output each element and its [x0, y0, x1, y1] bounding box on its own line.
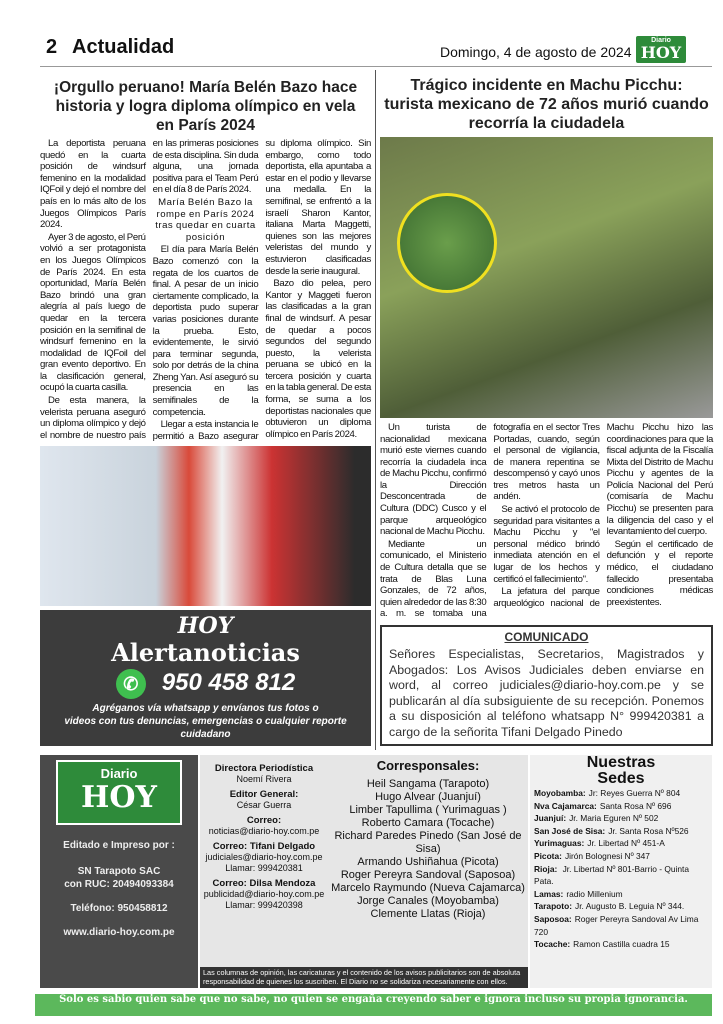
office-item [534, 888, 708, 901]
office-city: Picota: [534, 850, 562, 861]
staff-role: Correo: [246, 815, 282, 826]
office-city: Lamas: [534, 888, 564, 899]
paragraph: Se activó el protocolo de seguridad para visitantes a Machu Picchu y "el personal médico brindó inmediata atención en el lugar de los hechos y certificó el fallecimiento". [493, 504, 600, 585]
office-address: Jr. Maria Eguren Nº 502 [569, 813, 659, 824]
article-body [380, 422, 713, 620]
column-divider [375, 70, 376, 750]
windsurf-photo [40, 446, 371, 606]
staff-role: Correo: Dilsa Mendoza [212, 878, 316, 889]
office-city: Yurimaguas: [534, 838, 585, 849]
office-address: Jr. Santa Rosa Nº526 [608, 825, 689, 836]
office-city: Saposoa: [534, 913, 572, 924]
correspondents-heading: Corresponsales: [376, 758, 480, 773]
offices-heading: Nuestras [586, 754, 656, 771]
company: SN Tarapoto SAC [77, 866, 161, 877]
office-item [534, 825, 708, 838]
office-address: Santa Rosa Nº 696 [599, 800, 672, 811]
newspaper-logo [56, 760, 182, 825]
office-city: Nva Cajamarca: [534, 800, 597, 811]
article-headline: ¡Orgullo peruano! María Belén Bazo hace historia y logra diploma olímpico en vela en París 2024 [53, 79, 358, 134]
disclaimer: Las columnas de opinión, las caricaturas y el contenido de los avisos publicitarios son de absoluta responsabilidad de quienes los suscriben. El Diario no se solidariza necesariamente con ellos. [200, 967, 528, 988]
ad-brand: HOY [177, 613, 234, 639]
correspondent: Roberto Camara (Tocache) [361, 817, 495, 829]
office-address: Jr: Reyes Guerra Nº 804 [588, 788, 681, 798]
paragraph: Mediante un comunicado, el Ministerio de Cultura detalla que se trata de Blas Luna Gonzales, de 72 años, quien alrededor de las 8:30 a. m. se tomaba una fotografía en el sector Tres Portadas, cuando, según el personal de vigilancia, de manera repentina se descompensó y cayó unos tres metros hasta un andén. [380, 421, 600, 620]
paragraph: La jefatura del parque arqueológico nacional de Machu Picchu hizo las coordinaciones para que la fiscal adjunta de la Fiscalía Mixta del Distrito de Machu Picchu y agentes de la Policía Nacional del Perú (comisaría de Machu Picchu) se presenten para la diligencia del caso y el levantamiento del cuerpo. [493, 421, 713, 609]
correspondent: Clemente Llatas (Rioja) [370, 908, 486, 920]
staff-line: judiciales@diario-hoy.com.pe [205, 852, 323, 862]
office-address: radio Millenium [566, 888, 623, 899]
left-half [40, 74, 371, 746]
office-address: Jirón Bolognesi Nº 347 [564, 850, 650, 861]
office-address: Jr. Libertad Nº 451-A [587, 838, 665, 849]
publisher-panel [40, 755, 198, 988]
office-item [534, 938, 708, 951]
office-item [534, 913, 708, 938]
paragraph: Ayer 3 de agosto, el Perú volvió a ser protagonista en los Juegos Olímpicos de París 2024. En esta oportunidad, María Belén Bazo brindó una gran alegría al país luego de quedar en la tercera posición en la semifinal de windsurf femenino en la modalidad de IQFoil del gran evento deportivo. En la clasificación general, ocupó la cuarta casilla. [40, 231, 146, 394]
staff-list [200, 755, 328, 967]
article-headline: Trágico incidente en Machu Picchu: turista mexicano de 72 años murió cuando recorría la ciudadela [384, 77, 709, 132]
office-item [534, 850, 708, 863]
issue-date: Domingo, 4 de agosto de 2024 [440, 44, 632, 60]
correspondent: Roger Pereyra Sandoval (Saposoa) [340, 869, 516, 881]
alertanoticias-ad [40, 610, 371, 746]
office-city: Tocache: [534, 939, 571, 950]
office-address: Ramon Castilla cuadra 15 [573, 939, 670, 950]
office-address: Roger Pereyra Sandoval Av Lima 720 [534, 913, 699, 937]
office-city: Rioja: [534, 863, 558, 874]
comunicado-body: Señores Especialistas, Secretarios, Magistrados y Abogados: Los Avisos Judiciales deben enviarse en word, al correo judiciales@diario-hoy.com.pe y se publicarán al día subsiguiente de su recepción. Ponemos a su disposición al teléfono whatsapp N° 999420381 a cargo de la señorita Tifani Delgado Pinedo [389, 647, 704, 739]
newspaper-logo [636, 36, 686, 63]
paragraph: Según el certificado de defunción y el reporte médico, el ciudadano fallecido presentaba condiciones médicas preexistentes. [606, 538, 713, 608]
paragraph: De esta manera, la velerista peruana aseguró un diploma olímpico y dejó el nombre de nuestro país en las primeras posiciones de esta disciplina. Sin duda alguna, una jornada positiva para el Team Perú en el día 8 de París 2024. [40, 138, 259, 441]
offices-heading: Sedes [597, 770, 645, 787]
comunicado-heading: COMUNICADO [504, 630, 589, 644]
article-body [40, 138, 371, 442]
staff-line: noticias@diario-hoy.com.pe [208, 826, 320, 836]
ad-line: videos con tus denuncias, emergencias o cualquier reporte cuidadano [64, 716, 347, 740]
comunicado-box [380, 625, 713, 746]
website: www.diario-hoy.com.pe [63, 927, 175, 938]
office-address: Jr. Libertad Nº 801-Barrio - Quinta Pata. [534, 863, 690, 887]
machu-picchu-photo [380, 137, 713, 418]
paragraph: Un turista de nacionalidad mexicana murió este viernes cuando recorría la ciudadela inca de Machu Picchu, confirmó la Dirección Desconcentrada de Cultura (DDC) Cusco y el parque arqueológico nacional de Machu Picchu. [380, 421, 487, 538]
correspondent: Hugo Alvear (Juanjuí) [375, 791, 481, 803]
phone: Teléfono: 950458812 [70, 903, 168, 914]
staff-line: Llamar: 999420398 [225, 900, 303, 910]
correspondent: Limber Tapullima ( Yurimaguas ) [349, 804, 507, 816]
subheading: María Belén Bazo la rompe en París 2024 tras quedar en cuarta posición [155, 196, 256, 243]
office-item [534, 800, 708, 813]
paragraph: La deportista peruana quedó en la cuarta posición de windsurf femenino en la modalidad IQFoil y dejó el nombre del país en lo más alto de los Juegos Olímpicos París 2024. [40, 138, 146, 231]
paragraph: Llegar a esta instancia le permitió a Bazo asegurar su diploma olímpico. Sin embargo, como todo deportista, ella apuntaba a estar en el podio y llevarse una medalla. En la semifinal, se enfrentó a la israelí Sharon Kantor, italiana Marta Maggetti, quienes son las mejores veleristas del mundo y estuvieron clasificadas desde la serie inaugural. [152, 138, 371, 442]
office-item [534, 812, 708, 825]
ad-title: Alertanoticias [111, 638, 300, 667]
correspondent: Marcelo Raymundo (Nueva Cajamarca) [331, 882, 525, 894]
office-item [534, 787, 708, 800]
edited-label: Editado e Impreso por : [63, 840, 175, 851]
office-city: Juanjuí: [534, 813, 567, 824]
office-item [534, 837, 708, 850]
correspondent: Richard Paredes Pinedo (San José de Sisa) [334, 830, 522, 855]
logo-big-text: HOY [81, 780, 157, 815]
whatsapp-icon: ✆ [116, 669, 146, 699]
office-city: Moyobamba: [534, 788, 586, 798]
section-title: Actualidad [72, 36, 175, 58]
staff-role: Editor General: [229, 789, 299, 800]
paragraph: Bazo dio pelea, pero Kantor y Maggeti fueron las clasificadas a la gran final de windsurf. A pesar de quedar a pocos segundos del segundo puesto, la velerista peruana se ubicó en la tercera posición y cuarta en la tabla general. De esta forma, se suma a los deportistas nacionales que obtuvieron un diploma olímpico en París 2024. [265, 278, 371, 440]
staff-panel [200, 755, 528, 988]
logo-small-text: Diario [100, 766, 138, 781]
staff-line: César Guerra [236, 800, 292, 810]
staff-line: publicidad@diario-hoy.com.pe [203, 889, 325, 899]
masthead-section [40, 755, 712, 988]
paragraph: El día para María Belén Bazo comenzó con la regata de los cuartos de final. A pesar de un inicio ciertamente complicado, la deportista pudo superar varias posiciones durante la prueba. Esto, evidentemente, le sirvió para terminar segunda, solo por detrás de la china Zheng Yan. Así aseguró su presencia en las semifinales de la competencia. [152, 244, 259, 418]
header-divider [40, 66, 712, 67]
office-city: San José de Sisa: [534, 825, 606, 836]
logo-small-text: Diario [651, 37, 671, 44]
ruc: con RUC: 20494093384 [64, 879, 174, 890]
office-item [534, 863, 708, 888]
correspondent: Jorge Canales (Moyobamba) [357, 895, 499, 907]
right-half [380, 74, 713, 746]
staff-role: Directora Periodística [214, 763, 314, 774]
offices-panel [530, 755, 712, 988]
page-number: 2 [46, 36, 58, 58]
logo-big-text: HOY [640, 43, 682, 62]
office-address: Jr. Augusto B. Leguia Nº 344. [575, 901, 685, 912]
correspondent: Armando Ushiñahua (Picota) [357, 856, 499, 868]
office-city: Tarapoto: [534, 901, 572, 912]
correspondents [328, 755, 528, 967]
staff-line: Llamar: 999420381 [225, 863, 303, 873]
office-item [534, 900, 708, 913]
ad-line: Agréganos vía whatsapp y envíanos tus fotos o [92, 703, 319, 714]
footer-quote: Solo es sabio quien sabe que no sabe, no quien se engaña creyendo saber e ignora incluso su propia ignorancia. [35, 994, 712, 1016]
staff-role: Correo: Tifani Delgado [212, 841, 316, 852]
ad-phone: 950 458 812 [161, 669, 296, 696]
correspondent: Heil Sangama (Tarapoto) [366, 778, 490, 790]
staff-line: Noemí Rivera [236, 774, 292, 784]
inset-photo [397, 193, 497, 293]
